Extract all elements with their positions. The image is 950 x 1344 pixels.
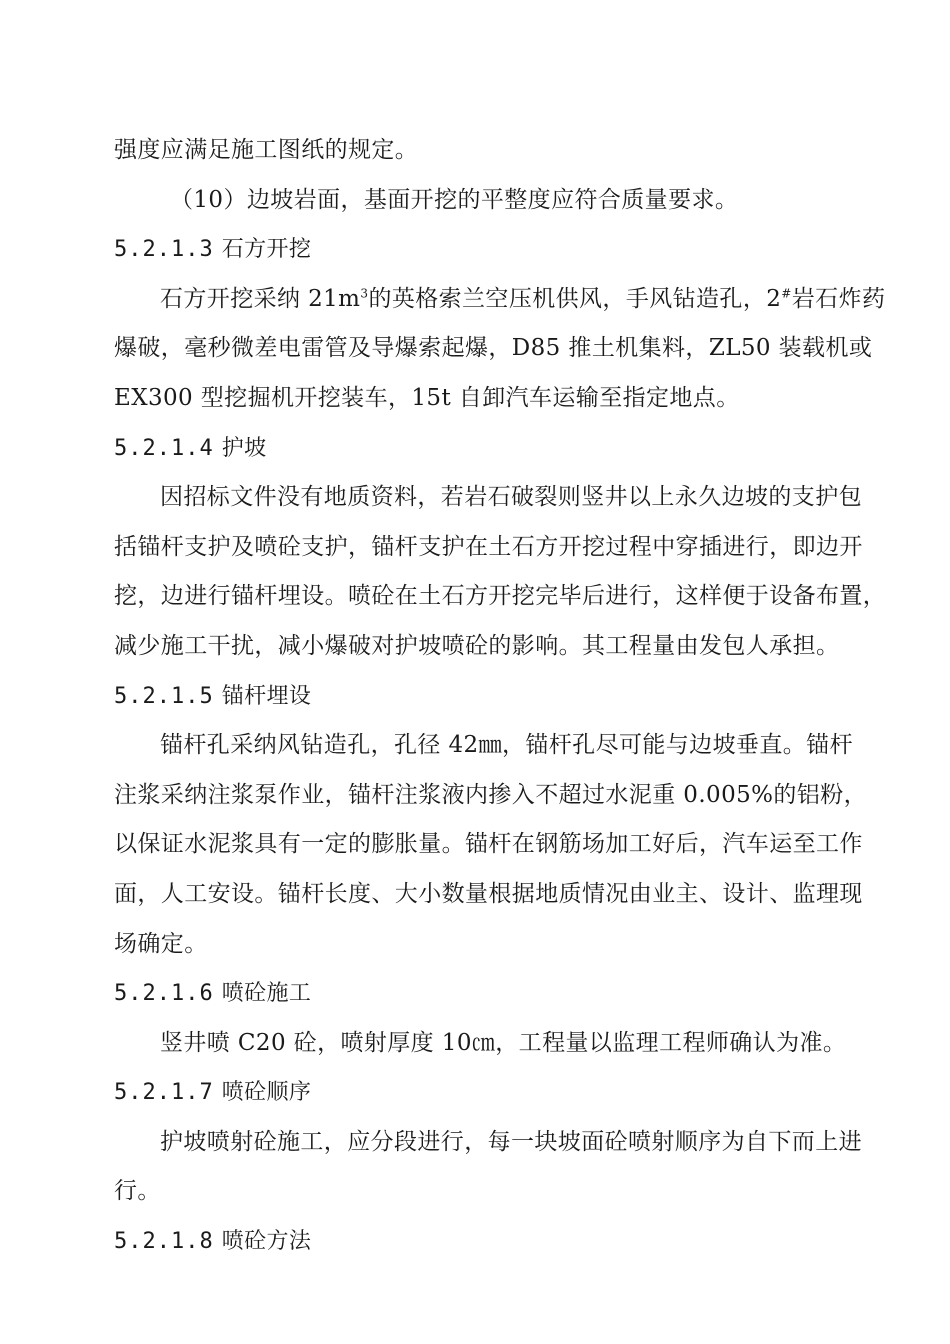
paragraph-line: （10）边坡岩面，基面开挖的平整度应符合质量要求。 bbox=[170, 186, 739, 213]
section-number: 5.2.1.6 bbox=[114, 981, 214, 1007]
text-run: 岩石炸药 bbox=[791, 285, 886, 312]
paragraph-line: 竖井喷 C20 砼，喷射厚度 10㎝，工程量以监理工程师确认为准。 bbox=[160, 1029, 847, 1056]
paragraph-line: 注浆采纳注浆泵作业，锚杆注浆液内掺入不超过水泥重 0.005%的铝粉， bbox=[114, 781, 868, 808]
section-heading bbox=[114, 1217, 894, 1267]
paragraph-line: 因招标文件没有地质资料，若岩石破裂则竖井以上永久边坡的支护包 bbox=[160, 484, 862, 511]
section-title: 锚杆埋设 bbox=[221, 683, 312, 709]
paragraph-line: EX300 型挖掘机开挖装车，15t 自卸汽车运输至指定地点。 bbox=[114, 384, 740, 411]
text-run: 的英格索兰空压机供风，手风钻造孔，2 bbox=[368, 285, 782, 312]
text-run: 石方开挖采纳 21m bbox=[160, 285, 361, 312]
section-heading bbox=[114, 969, 894, 1019]
section-heading bbox=[114, 225, 894, 275]
section-number: 5.2.1.8 bbox=[114, 1229, 214, 1255]
section-title: 石方开挖 bbox=[221, 237, 312, 263]
superscript: # bbox=[781, 286, 792, 301]
section-number: 5.2.1.4 bbox=[114, 435, 214, 461]
paragraph-line: 爆破，毫秒微差电雷管及导爆索起爆，D85 推土机集料，ZL50 装载机或 bbox=[114, 335, 873, 362]
paragraph-line: 挖，边进行锚杆埋设。喷砼在土石方开挖完毕后进行，这样便于设备布置， bbox=[114, 583, 887, 610]
section-number: 5.2.1.7 bbox=[114, 1080, 214, 1106]
section-title: 喷砼顺序 bbox=[221, 1080, 312, 1106]
section-heading bbox=[114, 424, 894, 474]
section-title: 喷砼施工 bbox=[221, 981, 312, 1007]
section-number: 5.2.1.3 bbox=[114, 237, 214, 263]
section-heading bbox=[114, 672, 894, 722]
paragraph-line: 强度应满足施工图纸的规定。 bbox=[114, 137, 419, 163]
paragraph-line: 锚杆孔采纳风钻造孔，孔径 42㎜，锚杆孔尽可能与边坡垂直。锚杆 bbox=[160, 732, 853, 759]
section-title: 护坡 bbox=[221, 435, 267, 461]
section-number: 5.2.1.5 bbox=[114, 683, 214, 709]
paragraph-line: 以保证水泥浆具有一定的膨胀量。锚杆在钢筋场加工好后，汽车运至工作 bbox=[114, 831, 863, 858]
document-body bbox=[114, 126, 894, 1267]
paragraph-line: 行。 bbox=[114, 1178, 161, 1205]
paragraph-line: 括锚杆支护及喷砼支护，锚杆支护在土石方开挖过程中穿插进行，即边开 bbox=[114, 533, 863, 560]
paragraph-line: 面，人工安设。锚杆长度、大小数量根据地质情况由业主、设计、监理现 bbox=[114, 880, 863, 907]
section-heading bbox=[114, 1068, 894, 1118]
paragraph-line: 护坡喷射砼施工，应分段进行，每一块坡面砼喷射顺序为自下而上进 bbox=[160, 1128, 862, 1155]
section-title: 喷砼方法 bbox=[221, 1229, 312, 1255]
paragraph-line: 减少施工干扰，减小爆破对护坡喷砼的影响。其工程量由发包人承担。 bbox=[114, 632, 840, 659]
paragraph-line: 场确定。 bbox=[114, 930, 208, 957]
superscript: 3 bbox=[360, 286, 369, 301]
paragraph-line bbox=[114, 275, 894, 325]
